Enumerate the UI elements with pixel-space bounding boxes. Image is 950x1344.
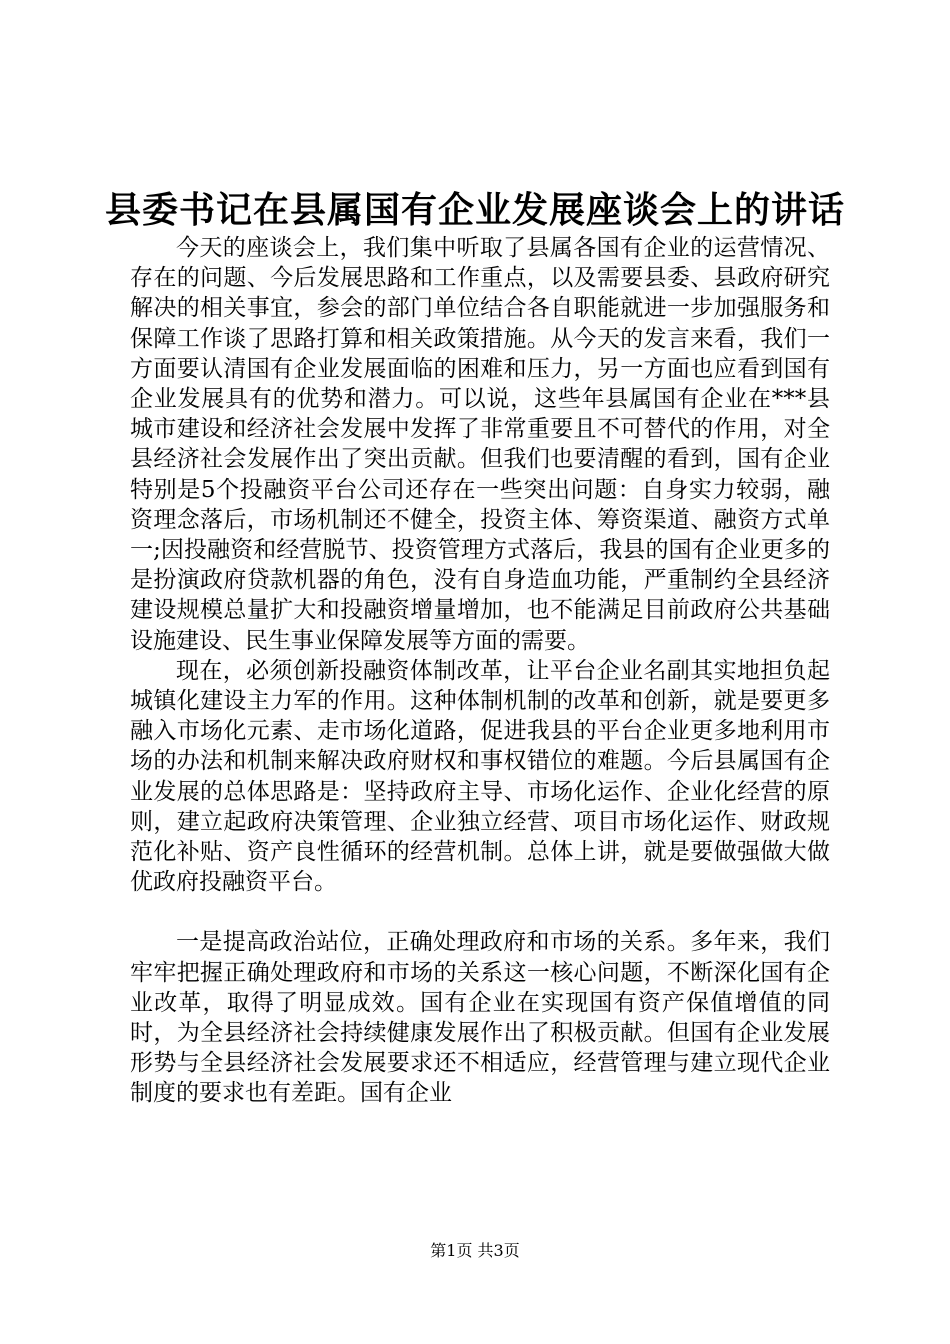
paragraph-2: 现在，必须创新投融资体制改革，让平台企业名副其实地担负起城镇化建设主力军的作用。这种体制机制的改革和创新，就是要更多融入市场化元素、走市场化道路，促进我县的平台企业更多地利用市场的办法和机制来解决政府财权和事权错位的难题。今后县属国有企业发展的总体思路是：坚持政府主导、市场化运作、企业化经营的原则，建立起政府决策管理、企业独立经营、项目市场化运作、财政规范化补贴、资产良性循环的经营机制。总体上讲，就是要做强做大做优政府投融资平台。 <box>130 657 830 896</box>
document-title: 县委书记在县属国有企业发展座谈会上的讲话 <box>104 189 845 231</box>
document-body <box>130 233 830 1109</box>
page-number: 第1页 共3页 <box>430 1241 520 1260</box>
paragraph-3: 一是提高政治站位，正确处理政府和市场的关系。多年来，我们牢牢把握正确处理政府和市场的关系这一核心问题，不断深化国有企业改革，取得了明显成效。国有企业在实现国有资产保值增值的同时，为全县经济社会持续健康发展作出了积极贡献。但国有企业发展形势与全县经济社会发展要求还不相适应，经营管理与建立现代企业制度的要求也有差距。国有企业 <box>130 929 830 1107</box>
paragraph-1: 今天的座谈会上，我们集中听取了县属各国有企业的运营情况、存在的问题、今后发展思路和工作重点，以及需要县委、县政府研究解决的相关事宜，参会的部门单位结合各自职能就进一步加强服务和保障工作谈了思路打算和相关政策措施。从今天的发言来看，我们一方面要认清国有企业发展面临的困难和压力，另一方面也应看到国有企业发展具有的优势和潜力。可以说，这些年县属国有企业在***县城市建设和经济社会发展中发挥了非常重要且不可替代的作用，对全县经济社会发展作出了突出贡献。但我们也要清醒的看到，国有企业特别是5个投融资平台公司还存在一些突出问题：自身实力较弱，融资理念落后，市场机制还不健全，投资主体、筹资渠道、融资方式单一;因投融资和经营脱节、投资管理方式落后，我县的国有企业更多的是扮演政府贷款机器的角色，没有自身造血功能，严重制约全县经济建设规模总量扩大和投融资增量增加，也不能满足目前政府公共基础设施建设、民生事业保障发展等方面的需要。 <box>130 235 830 654</box>
